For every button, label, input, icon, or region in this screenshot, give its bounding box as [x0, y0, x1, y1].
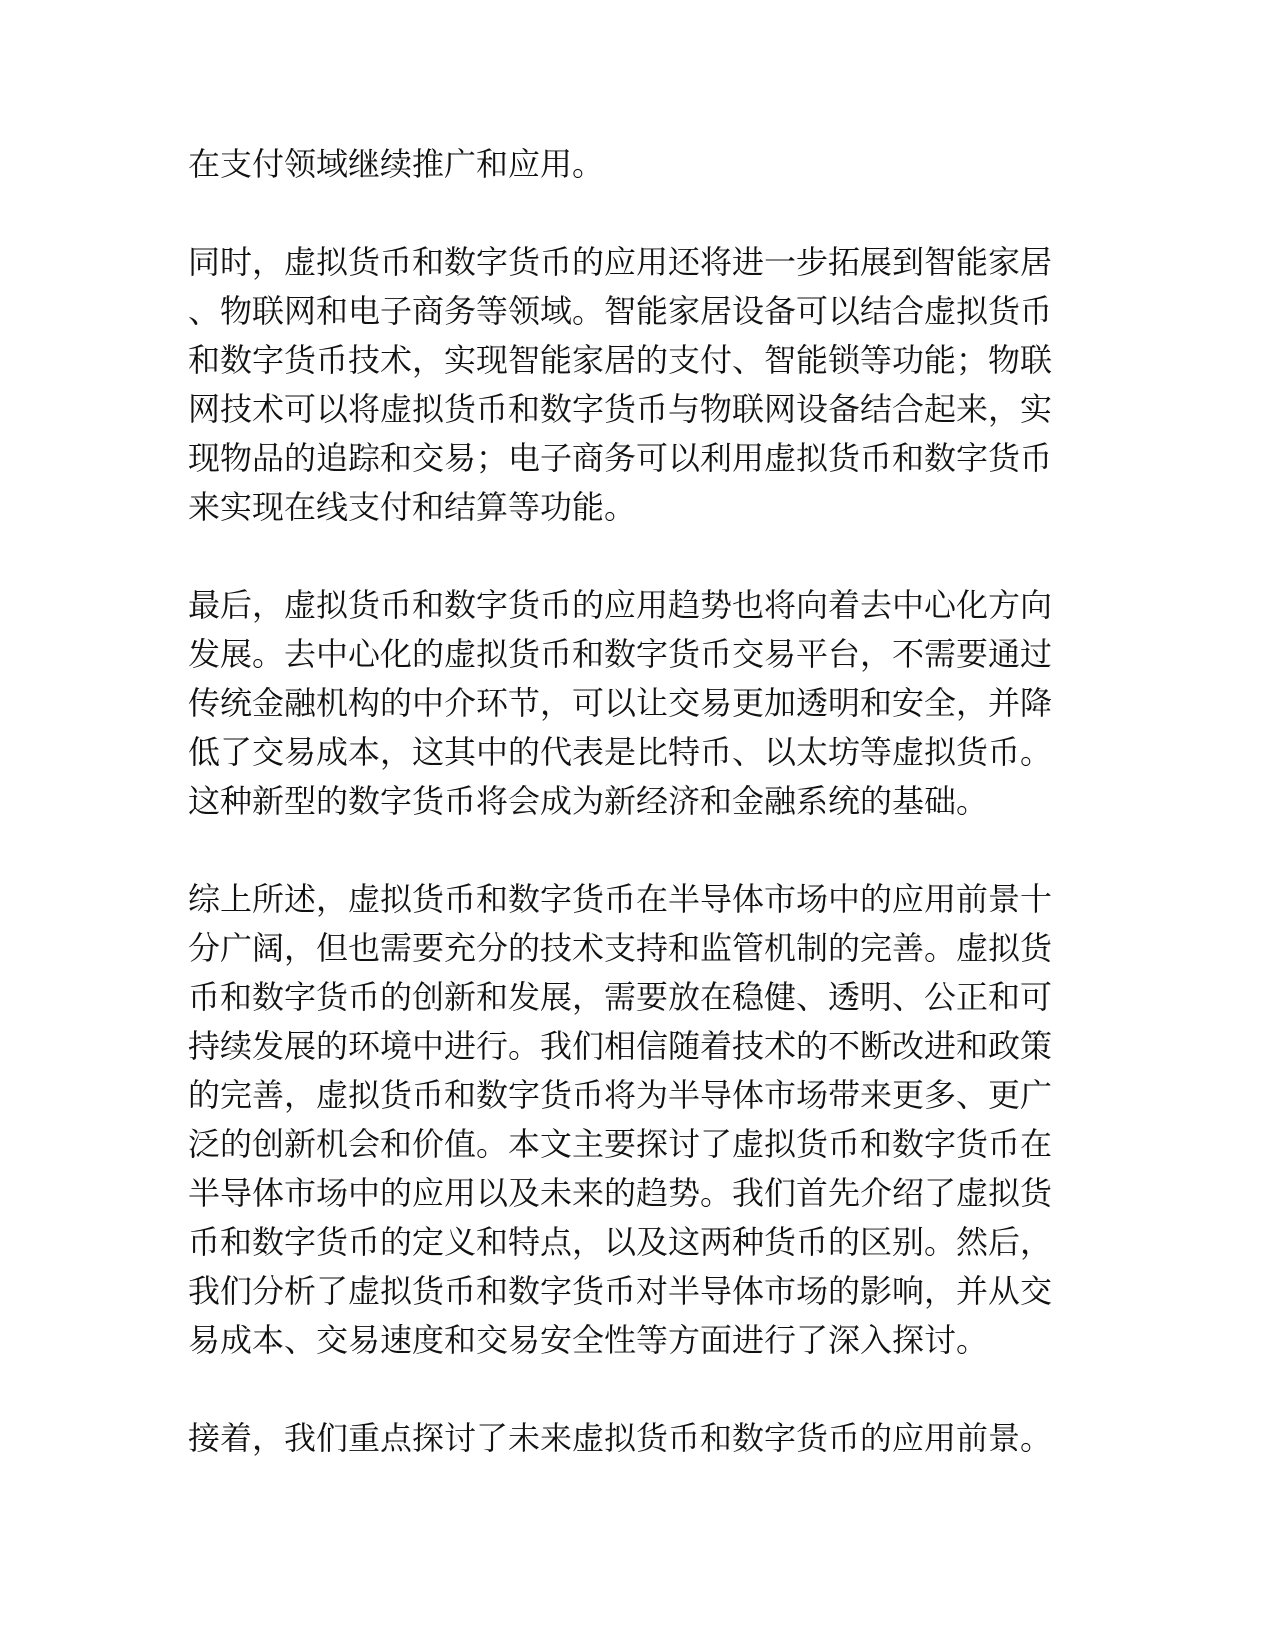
paragraph-3: 最后，虚拟货币和数字货币的应用趋势也将向着去中心化方向 发展。去中心化的虚拟货币和数字货币交易平台，不需要通过 传统金融机构的中介环节，可以让交易更加透明和安全，并降 低了交易成本，这其中的代表是比特币、以太坊等虚拟货币。 这种新型的数字货币将会成为新经济和金融系统的基础。: [188, 586, 1053, 820]
paragraph-5: 接着，我们重点探讨了未来虚拟货币和数字货币的应用前景。: [188, 1419, 1053, 1457]
paragraph-1: 在支付领域继续推广和应用。: [188, 145, 605, 183]
paragraph-2: 同时，虚拟货币和数字货币的应用还将进一步拓展到智能家居 、物联网和电子商务等领域。智能家居设备可以结合虚拟货币 和数字货币技术，实现智能家居的支付、智能锁等功能；物联 网技术可以将虚拟货币和数字货币与物联网设备结合起来，实 现物品的追踪和交易；电子商务可以利用虚拟货币和数字货币 来实现在线支付和结算等功能。: [188, 243, 1053, 526]
paragraph-4: 综上所述，虚拟货币和数字货币在半导体市场中的应用前景十 分广阔，但也需要充分的技术支持和监管机制的完善。虚拟货 币和数字货币的创新和发展，需要放在稳健、透明、公正和可 持续发展的环境中进行。我们相信随着技术的不断改进和政策 的完善，虚拟货币和数字货币将为半导体市场带来更多、更广 泛的创新机会和价值。本文主要探讨了虚拟货币和数字货币在 半导体市场中的应用以及未来的趋势。我们首先介绍了虚拟货 币和数字货币的定义和特点，以及这两种货币的区别。然后， 我们分析了虚拟货币和数字货币对半导体市场的影响，并从交 易成本、交易速度和交易安全性等方面进行了深入探讨。: [188, 880, 1053, 1359]
body-text: [188, 140, 1088, 1512]
